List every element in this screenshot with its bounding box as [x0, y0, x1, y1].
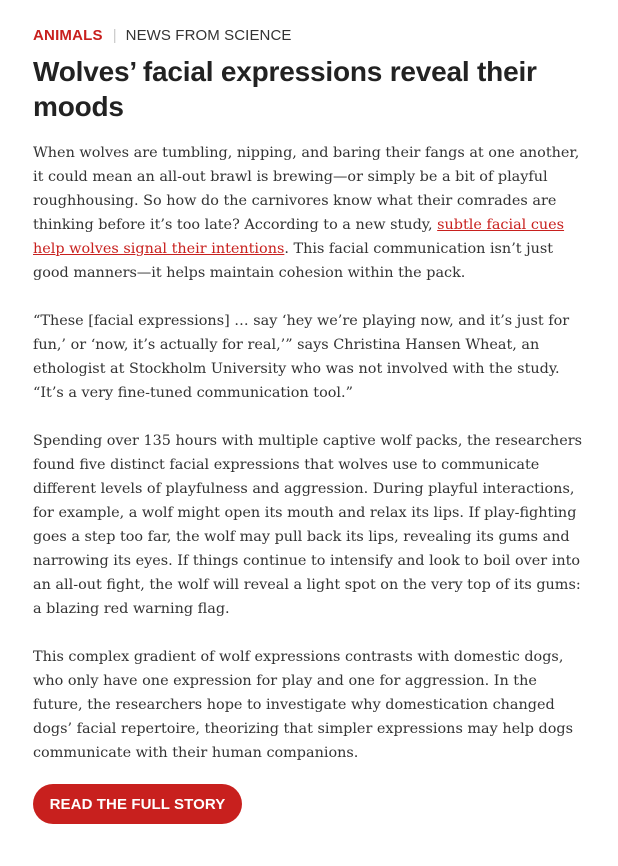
headline: Wolves’ facial expressions reveal their moods [33, 56, 537, 122]
paragraph-1-text-after: . This facial communication isn’t just good manners—it helps maintain cohesion within the pack. [33, 241, 554, 281]
article-kicker [33, 25, 292, 45]
paragraph-3: Spending over 135 hours with multiple captive wolf packs, the researchers found five distinct facial expressions that wolves use to communicate different levels of playfulness and aggression. During playful interactions, for example, a wolf might open its mouth and relax its lips. If play-fighting goes a step too far, the wolf may pull back its lips, revealing its gums and narrowing its eyes. If things continue to intensify and look to boil over into an all-out fight, the wolf will reveal a light spot on the very top of its gums: a blazing red warning flag. [33, 433, 582, 617]
study-link[interactable]: subtle facial cues help wolves signal their intentions [33, 217, 565, 257]
paragraph-2: “These [facial expressions] … say ‘hey we’re playing now, and it’s just for fun,’ or ‘now, it’s actually for real,’” says Christina Hansen Wheat, an ethologist at Stockholm University who was not involved with the study. “It’s a very fine-tuned communication tool.” [33, 313, 570, 401]
kicker-separator: | [112, 26, 117, 44]
paragraph-4: This complex gradient of wolf expressions contrasts with domestic dogs, who only have one expression for play and one for aggression. In the future, the researchers hope to investigate why domestication changed dogs’ facial repertoire, theorizing that simpler expressions may help dogs communicate with their human companions. [33, 649, 573, 761]
section-label[interactable]: ANIMALS [33, 26, 103, 44]
paragraph-1-text-before: When wolves are tumbling, nipping, and baring their fangs at one another, it could mean an all-out brawl is brewing—or simply be a bit of playful roughhousing. So how do the carnivores know what their comrades are thinking before it’s too late? According to a new study, [33, 145, 580, 233]
read-full-story-button[interactable]: READ THE FULL STORY [33, 784, 242, 824]
paragraph-1 [33, 141, 589, 285]
source-label: NEWS FROM SCIENCE [125, 26, 292, 44]
article-body [33, 141, 589, 789]
